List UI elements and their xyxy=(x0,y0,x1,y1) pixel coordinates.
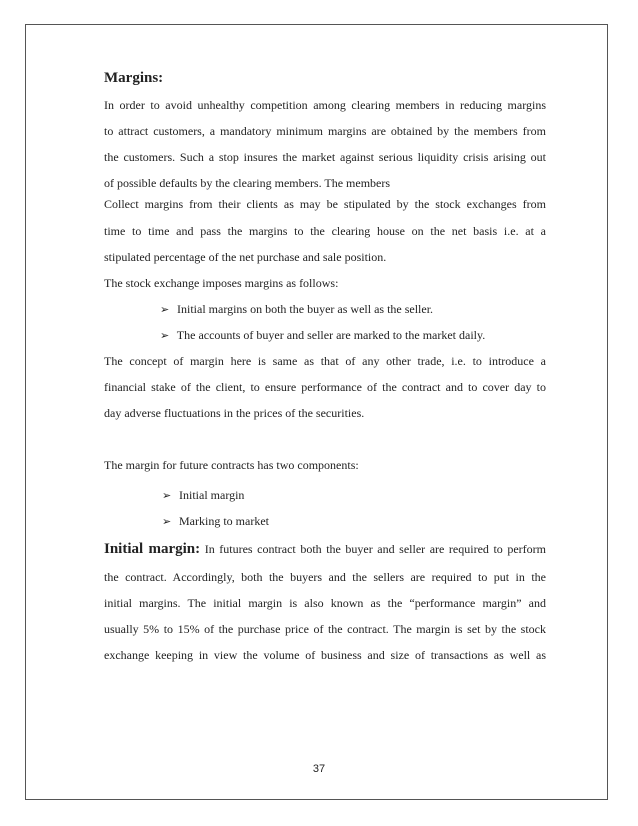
page-number: 37 xyxy=(312,763,326,775)
paragraph-line: to attract customers, a mandatory minimum margins are obtained by the members from xyxy=(104,124,546,138)
paragraph-line: exchange keeping in view the volume of business and size of transactions as well as xyxy=(104,648,546,662)
paragraph-line: The stock exchange imposes margins as follows: xyxy=(104,276,339,290)
arrow-bullet-icon: ➢ xyxy=(162,516,172,528)
section-heading-margins: Margins: xyxy=(104,70,164,86)
paragraph-line: of possible defaults by the clearing members. The members xyxy=(104,176,391,190)
list-item-text: The accounts of buyer and seller are marked to the market daily. xyxy=(176,328,486,342)
list-item-text: Marking to market xyxy=(179,514,269,528)
paragraph-line: The margin for future contracts has two components: xyxy=(104,458,359,472)
paragraph-line: The concept of margin here is same as that of any other trade, i.e. to introduce a xyxy=(104,354,546,368)
list-item xyxy=(104,482,546,508)
paragraph-line: usually 5% to 15% of the purchase price of the contract. The margin is set by the stock xyxy=(104,622,546,636)
paragraph-line: Collect margins from their clients as may be stipulated by the stock exchanges from xyxy=(104,197,546,211)
list-item-text: Initial margin xyxy=(179,488,245,502)
list-item xyxy=(104,508,546,534)
paragraph-line xyxy=(104,534,546,564)
paragraph-line: day adverse fluctuations in the prices of the securities. xyxy=(104,406,365,420)
document-body xyxy=(104,60,546,668)
list-item xyxy=(104,322,546,348)
paragraph-spacer xyxy=(104,426,546,452)
arrow-bullet-icon: ➢ xyxy=(160,330,170,342)
inline-heading-initial-margin: Initial margin: xyxy=(104,541,201,557)
paragraph-line: stipulated percentage of the net purchase and sale position. xyxy=(104,250,387,264)
paragraph-line: the customers. Such a stop insures the market against serious liquidity crisis arising out xyxy=(104,150,546,164)
arrow-bullet-icon: ➢ xyxy=(160,304,170,316)
arrow-bullet-icon: ➢ xyxy=(162,490,172,502)
paragraph-line: In order to avoid unhealthy competition among clearing members in reducing margins xyxy=(104,98,546,112)
list-item-text: Initial margins on both the buyer as well as the seller. xyxy=(177,302,434,316)
paragraph-line: financial stake of the client, to ensure performance of the contract and to cover day to xyxy=(104,380,546,394)
paragraph-line: initial margins. The initial margin is also known as the “performance margin” and xyxy=(104,596,546,610)
paragraph-text: In futures contract both the buyer and seller are required to perform xyxy=(200,542,546,556)
list-item xyxy=(104,296,546,322)
paragraph-line: time to time and pass the margins to the clearing house on the net basis i.e. at a xyxy=(104,224,546,238)
paragraph-line: the contract. Accordingly, both the buyers and the sellers are required to put in the xyxy=(104,570,546,584)
